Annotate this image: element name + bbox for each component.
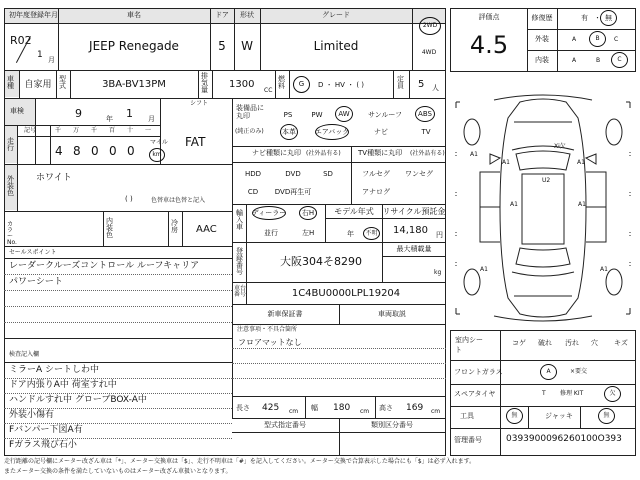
interior-label: 内装色	[106, 217, 113, 239]
exterior-grade-c: C	[614, 36, 619, 43]
digit-header: 十	[127, 127, 134, 134]
note-line-1: フロアマットなし	[238, 338, 302, 347]
drive-2wd-circle	[419, 17, 441, 35]
navi-sub: (社外品有る)	[306, 150, 341, 157]
equip-abs: ABS	[418, 109, 432, 118]
color-no-label: カラーNo.	[7, 221, 17, 246]
inspector-line: 外装小傷有	[9, 410, 55, 420]
digits-label: 記号	[24, 127, 37, 134]
inspection-year-unit: 年	[106, 115, 113, 123]
score-label: 評価点	[478, 13, 500, 21]
chassis-label: 車台番号	[234, 285, 247, 298]
recycle-label: リサイクル預託金	[382, 207, 446, 216]
inspector-line: ミラーA シートしわ中	[9, 365, 100, 375]
ac-label: 冷房	[171, 219, 178, 234]
recycle-amount: 14,180	[393, 225, 428, 236]
tools-label: 工具	[460, 412, 474, 420]
registration-label: 登録番号	[236, 247, 243, 276]
seat-item: 汚れ	[565, 339, 579, 347]
equip-tv: TV	[421, 128, 431, 136]
sales-point-line: レーダークルーズコントロール ルーフキャリア	[9, 261, 200, 271]
exterior-note: 色替車は色替と記入	[151, 197, 206, 204]
equip-airbag: エアバック	[314, 127, 350, 136]
exterior-grade-label: 外装	[535, 35, 549, 43]
tools-none: 無	[511, 412, 518, 419]
front-glass-label: フロントガラス	[454, 368, 503, 376]
notes-label: 注意事項・不具合箇所	[237, 326, 298, 333]
import-parallel: 並行	[264, 229, 278, 237]
navi-dvd: DVD	[285, 170, 301, 178]
damage-mark-1: A1	[470, 151, 478, 158]
import-dealer: ディーラー	[251, 208, 287, 217]
door-value: 5	[218, 39, 226, 53]
mileage-digit: 0	[91, 144, 99, 158]
new-warranty: 新車保証書	[267, 310, 303, 318]
mileage-label: 走行	[7, 137, 14, 152]
sales-point-line: パワーシート	[9, 277, 63, 287]
drive-4wd: 4WD	[421, 49, 437, 56]
jack-label: ジャッキ	[545, 412, 573, 420]
mileage-digit: 0	[109, 144, 117, 158]
footer-line-1: 走行距離の記号欄にメーター改ざん車は「*」、メーター交換車は「$」、走行不明車は「#」を記入してください。メーター交換で合算表示した場合にも「$」は必ず入れます。	[4, 458, 476, 465]
interior-grade-label: 内装	[535, 56, 549, 64]
seat-item: 破れ	[538, 339, 552, 347]
interior-grade-b: B	[596, 57, 601, 64]
tv-sub: (社外品有る)	[410, 150, 445, 157]
mileage-digit: 8	[73, 144, 81, 158]
tv-label: TV種類に丸印	[358, 149, 403, 157]
exterior-grade-b-circle	[589, 31, 606, 47]
ac-value: AAC	[196, 224, 217, 235]
km-unit: km	[152, 151, 162, 158]
tools-none-circle	[506, 408, 523, 424]
capacity-value: 5	[418, 79, 425, 90]
navi-sd: SD	[323, 170, 333, 178]
digit-header: 一	[145, 127, 152, 134]
seat-item: キズ	[614, 339, 628, 347]
front-glass-x: ×要交	[570, 368, 588, 375]
inspector-line: ハンドルすれ中 グローブBOX-A中	[9, 395, 147, 405]
import-right-h: 右H	[301, 208, 315, 217]
exterior-label: 外装色	[7, 175, 14, 197]
exterior-paren: ( )	[125, 195, 133, 203]
jack-none-circle	[598, 408, 615, 424]
shape-label: 形状	[240, 11, 254, 19]
reg-year: R02	[10, 34, 32, 47]
tv-analog: アナログ	[362, 188, 390, 196]
capacity-unit: 人	[432, 84, 439, 92]
equip-pw: PW	[311, 111, 323, 119]
damage-mark-7: A1	[480, 266, 488, 273]
digit-header: 百	[109, 127, 116, 134]
model-year-unknown: 不明	[365, 229, 378, 237]
repair-dot: ・	[594, 14, 601, 22]
class-number-label: 類別区分番号	[371, 421, 413, 429]
score-value: 4.5	[469, 31, 509, 59]
seat-item: コゲ	[512, 339, 526, 347]
inspector-line: Fガラス飛び石小	[9, 440, 77, 450]
length-label: 長さ	[236, 404, 250, 412]
width-label: 幅	[311, 404, 318, 412]
grade-value: Limited	[313, 39, 359, 53]
capacity-load-label: 最大積載量	[396, 245, 432, 253]
spare-missing: 欠	[609, 390, 616, 397]
import-dealer-circle	[252, 206, 286, 220]
import-right-circle	[299, 206, 317, 220]
damage-mark-4: A1	[510, 201, 518, 208]
import-label: 輸入車	[236, 209, 243, 231]
navi-hdd: HDD	[244, 170, 262, 178]
reg-month: 1	[37, 50, 43, 60]
manage-label: 管理番号	[454, 436, 482, 444]
repair-label: 修復歴	[531, 14, 553, 22]
fuel-g: G	[298, 80, 305, 88]
damage-mark-5: U2	[542, 177, 551, 184]
damage-mark-8: A1	[600, 266, 608, 273]
inspector-line: ドア内張りA中 荷室すれ中	[9, 380, 117, 390]
digit-header: 千	[55, 127, 62, 134]
sales-points-label: セールスポイント	[9, 249, 57, 256]
damage-mark-3: A1	[577, 159, 585, 166]
height-unit: cm	[431, 408, 441, 415]
front-glass-a: A	[546, 368, 551, 375]
inspector-label: 検査記入欄	[9, 351, 40, 358]
length-unit: cm	[289, 408, 299, 415]
vehicle-label: 車 種	[7, 75, 14, 90]
mileage-digit: 0	[127, 144, 135, 158]
registration-value: 大阪304そ8290	[280, 255, 362, 268]
mileage-digit: 4	[55, 144, 63, 158]
spare-missing-circle	[604, 386, 621, 402]
digit-header: 千	[91, 127, 98, 134]
interior-grade-c-circle	[611, 52, 628, 68]
chassis-value: 1C4BU0000LPL19204	[291, 288, 401, 299]
footer-line-2: またメーター交換の条件を満たしていないものはメーター改ざん車扱いとなります。	[4, 468, 232, 475]
spare-t: T	[542, 390, 546, 397]
fuel-g-circle	[293, 76, 310, 93]
navi-dvd-play: DVD再生可	[274, 188, 312, 196]
equip-navi: ナビ	[374, 128, 388, 136]
inspection-label: 車検	[10, 107, 24, 115]
equip-leather-circle	[280, 124, 298, 140]
tv-oneseg: ワンセグ	[405, 170, 433, 178]
inspector-line: Fバンパー下図A有	[9, 425, 83, 435]
repair-yes: 有	[581, 14, 588, 22]
exterior-grade-b: B	[595, 35, 600, 42]
tv-fullseg: フルセグ	[362, 170, 390, 178]
displacement-label: 排気量	[201, 72, 208, 94]
fuel-label: 燃料	[278, 75, 285, 90]
vehicle-value: 自家用	[24, 80, 52, 90]
digit-header: 万	[73, 127, 80, 134]
exterior-color: ホワイト	[36, 173, 72, 183]
equipment-label: 装備品に丸印	[236, 104, 264, 121]
interior-grade-a: A	[572, 57, 577, 64]
equip-leather: 本革	[282, 127, 296, 136]
equip-airbag-circle	[315, 124, 349, 140]
spare-kit: 修理 KIT	[560, 390, 584, 397]
recycle-yen: 円	[436, 231, 443, 239]
km-circle	[149, 148, 165, 162]
manage-number: 0393900096260100O393	[506, 434, 622, 444]
repair-no: 無	[605, 13, 612, 22]
damage-mark-2: A1	[502, 159, 510, 166]
type-designation-label: 型式指定番号	[264, 421, 306, 429]
grade-label: グレード	[322, 11, 350, 19]
repair-no-circle	[600, 10, 617, 26]
width-value: 180	[333, 403, 351, 413]
navi-label: ナビ種類に丸印	[252, 149, 301, 157]
equipment-sub: (純正のみ)	[235, 128, 264, 135]
interior-grade-c: C	[617, 56, 622, 63]
type-label: 型 式	[59, 75, 66, 90]
height-label: 高さ	[379, 404, 393, 412]
width-unit: cm	[360, 408, 370, 415]
capacity-load-unit: kg	[434, 269, 442, 276]
type-value: 3BA-BV13PM	[102, 79, 166, 90]
door-label: ドア	[215, 11, 229, 19]
car-diagram-svg	[450, 92, 636, 324]
height-value: 169	[406, 403, 424, 413]
vehicle-manual: 車両取説	[378, 310, 406, 318]
spare-label: スペアタイヤ	[454, 390, 496, 398]
displacement-value: 1300	[229, 79, 255, 90]
equip-ps: PS	[283, 111, 293, 119]
inspection-year: 9	[75, 107, 82, 120]
mile-label: マイル	[150, 139, 168, 146]
length-value: 425	[262, 403, 280, 413]
fuel-other: D ・ HV ・ ( )	[318, 81, 365, 89]
equip-aw: AW	[338, 109, 350, 118]
drive-2wd: 2WD	[422, 22, 438, 29]
shift-label: シフト	[190, 100, 209, 107]
equip-aw-circle	[335, 106, 353, 122]
navi-cd: CD	[247, 188, 259, 196]
shape-value: W	[241, 39, 253, 53]
model-value: JEEP Renegade	[89, 39, 179, 53]
car-diagram	[450, 92, 636, 324]
equip-sunroof: サンルーフ	[367, 111, 403, 119]
front-glass-a-circle	[540, 364, 557, 380]
model-year-unknown-circle	[363, 227, 380, 240]
inspection-month-unit: 月	[148, 115, 155, 123]
seat-item: 穴	[591, 339, 598, 347]
jack-none: 無	[603, 412, 610, 419]
exterior-grade-a: A	[572, 36, 577, 43]
model-year-label: モデル年式	[334, 207, 374, 216]
reg-month-unit: 月	[48, 56, 55, 64]
interior-seat-label: 室内シート	[455, 336, 483, 354]
inspection-month: 1	[126, 107, 133, 120]
damage-mark-6: A1	[578, 201, 586, 208]
equip-abs-circle	[415, 106, 435, 122]
damage-mark-9: Xi欠	[554, 143, 566, 150]
model-year-unit: 年	[347, 230, 354, 238]
capacity-label: 定員	[397, 75, 404, 90]
shift-value: FAT	[185, 135, 206, 149]
cc-unit: CC	[264, 87, 273, 94]
model-label: 車名	[127, 11, 141, 19]
reg-year-label: 初年度登録年月	[9, 11, 58, 19]
import-left: 左H	[302, 229, 315, 237]
